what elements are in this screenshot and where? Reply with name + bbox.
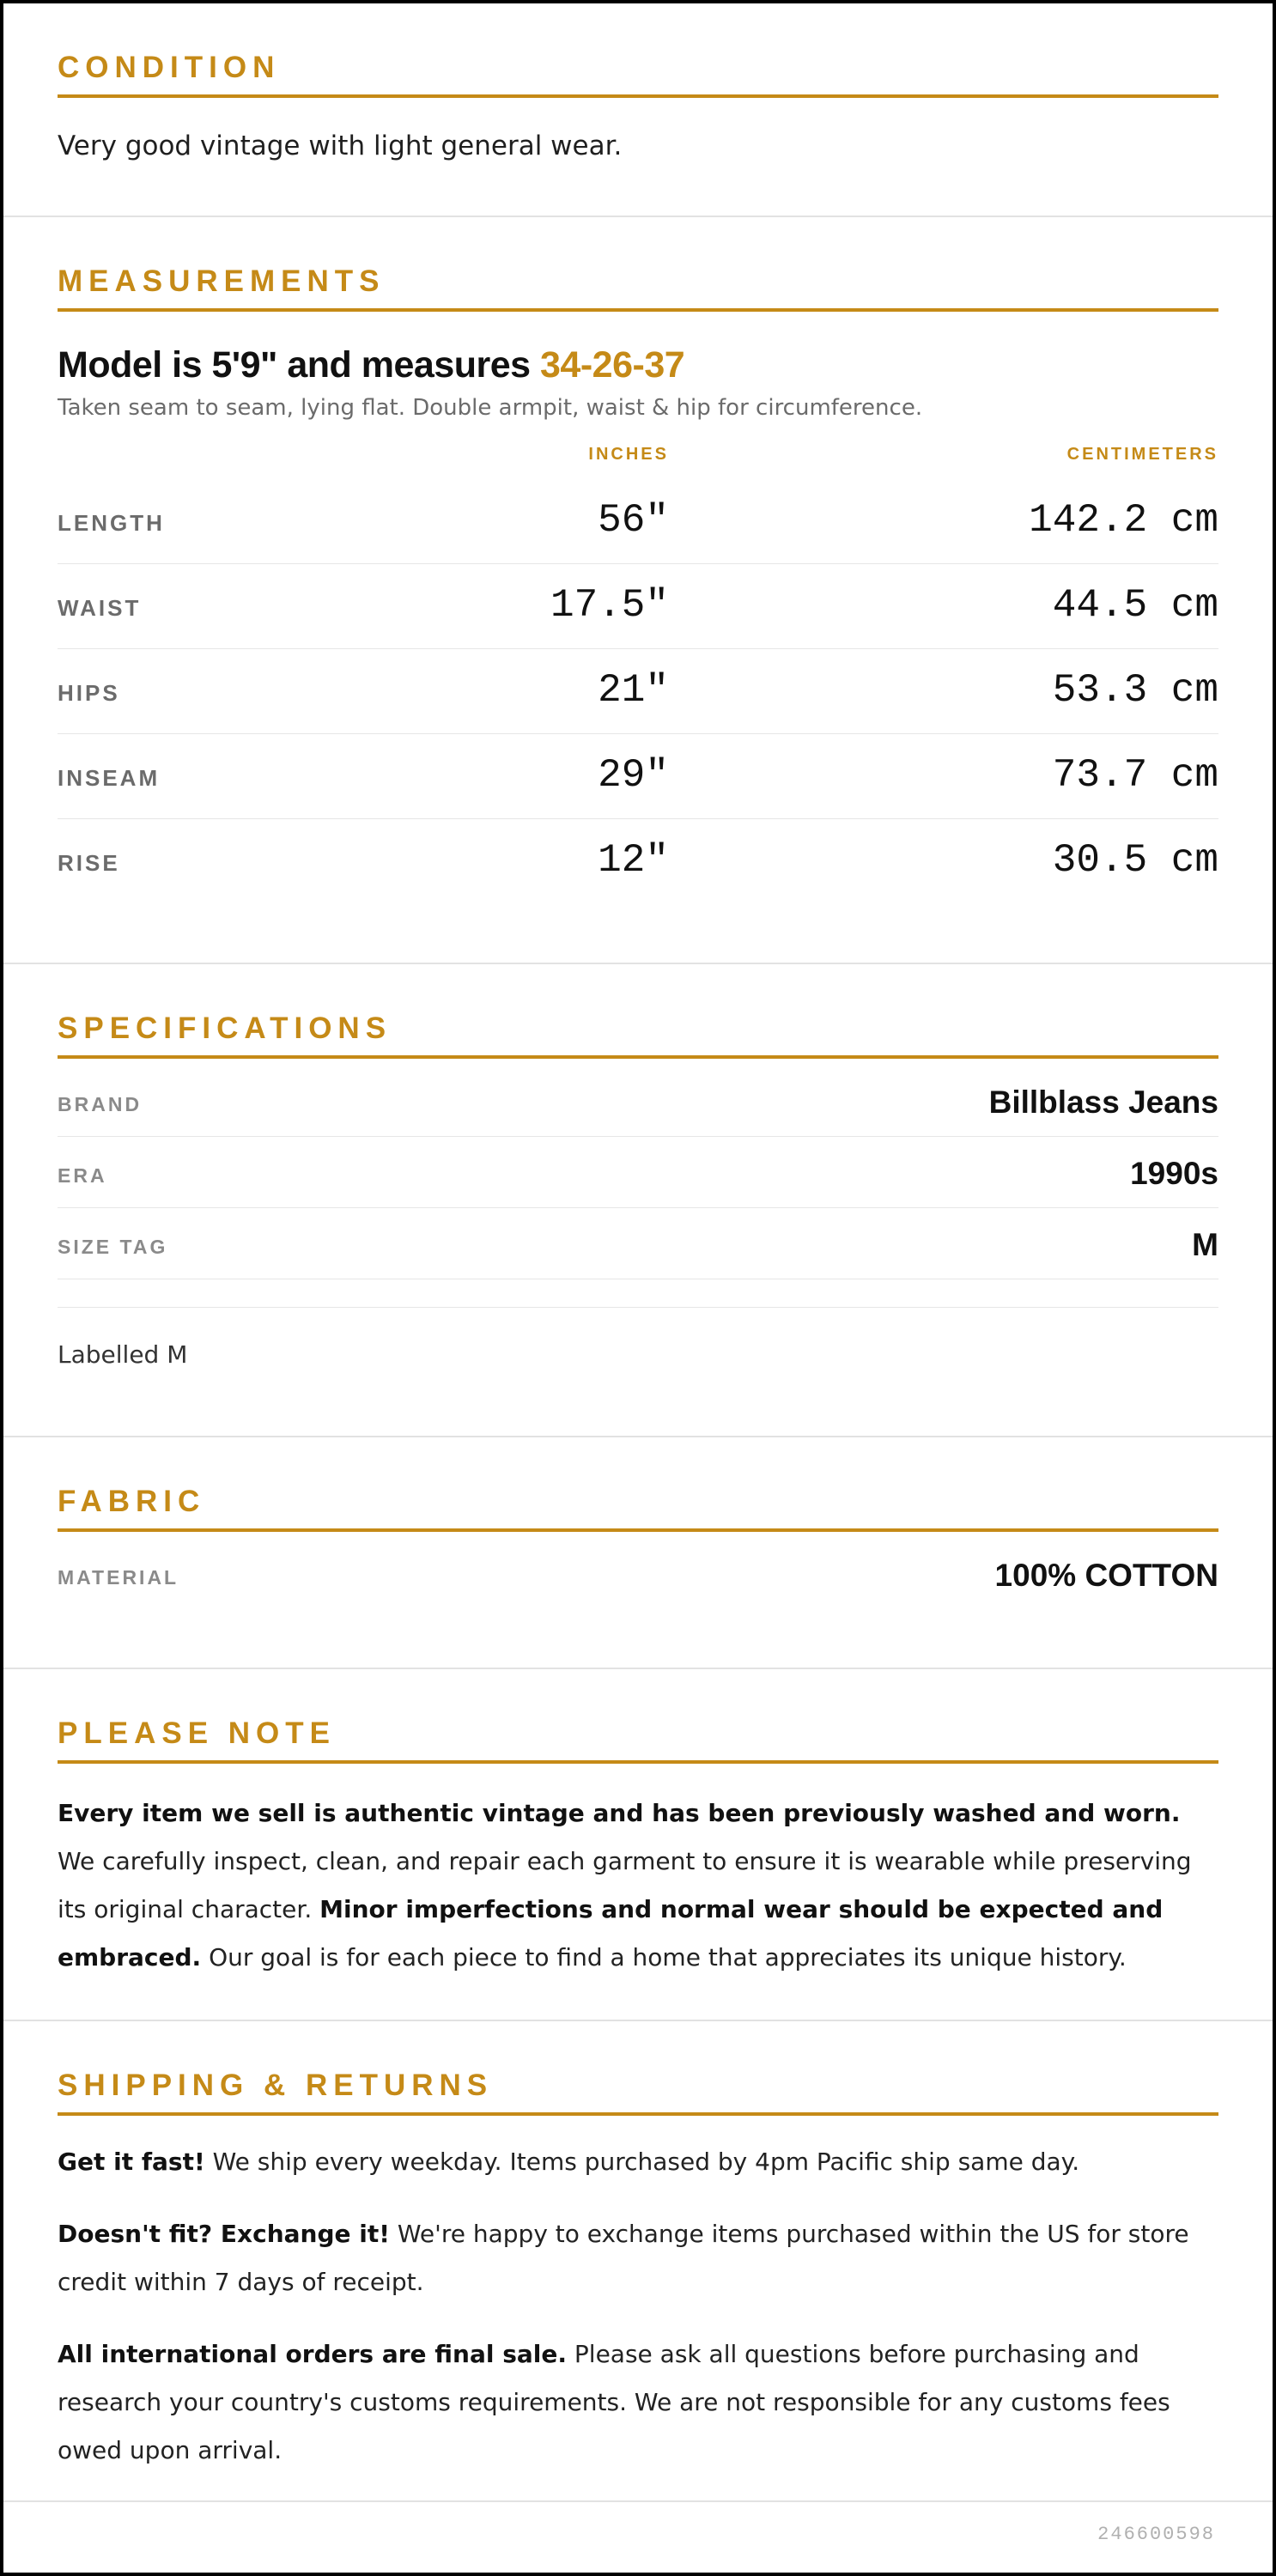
measurement-label: LENGTH: [58, 510, 165, 536]
measurement-row-waist: [58, 564, 1218, 649]
shipping-section: [3, 2021, 1273, 2502]
shipping-bold: All international orders are final sale.: [58, 2340, 568, 2368]
specifications-section: [3, 964, 1273, 1437]
measurement-row-hips: [58, 649, 1218, 734]
please-note-section: [3, 1669, 1273, 2021]
measurement-label: INSEAM: [58, 765, 161, 791]
specifications-list: [58, 1066, 1218, 1279]
measurement-cm: 30.5 cm: [1052, 838, 1218, 883]
fabric-heading: FABRIC: [58, 1486, 1218, 1532]
measurement-cm: 53.3 cm: [1052, 668, 1218, 713]
shipping-text: Please ask all questions before purchasing and research your country's customs requirements. We are not responsible for any customs fees owed upon arrival.: [58, 2340, 1170, 2464]
fabric-list: [58, 1539, 1218, 1609]
spec-value: M: [1192, 1227, 1218, 1262]
condition-text: Very good vintage with light general wear.: [58, 131, 623, 161]
model-measurements: [58, 344, 1218, 386]
fabric-section: [3, 1437, 1273, 1669]
shipping-paragraph-fast: [58, 2138, 1218, 2186]
measurements-section: [3, 217, 1273, 964]
please-note-heading: PLEASE NOTE: [58, 1718, 1218, 1764]
spec-row-brand: [58, 1066, 1218, 1137]
measurement-inches: 17.5": [550, 583, 669, 628]
size-tag-note: Labelled M: [58, 1307, 1218, 1369]
shipping-heading: SHIPPING & RETURNS: [58, 2070, 1218, 2116]
spec-key: ERA: [58, 1164, 107, 1187]
measurement-cm: 73.7 cm: [1052, 753, 1218, 798]
model-measures-value: 34-26-37: [540, 344, 685, 386]
spec-row-size-tag: [58, 1208, 1218, 1279]
shipping-bold: Get it fast!: [58, 2148, 205, 2176]
measurement-row-rise: [58, 819, 1218, 903]
shipping-text: We ship every weekday. Items purchased by 4pm Pacific ship same day.: [204, 2148, 1080, 2176]
note-bold-1: Every item we sell is authentic vintage and has been previously washed and worn.: [58, 1799, 1181, 1827]
fabric-key: MATERIAL: [58, 1566, 179, 1589]
measurement-inches: 12": [598, 838, 669, 883]
measurement-note: Taken seam to seam, lying flat. Double armpit, waist & hip for circumference.: [58, 395, 923, 421]
measurement-inches: 21": [598, 668, 669, 713]
measurement-label: WAIST: [58, 595, 142, 621]
measurements-heading: MEASUREMENTS: [58, 266, 1218, 312]
note-bold-2: Minor imperfections and normal wear should be expected and embraced.: [58, 1895, 1164, 1971]
measurement-inches: 56": [598, 498, 669, 543]
shipping-bold: Doesn't fit? Exchange it!: [58, 2220, 390, 2248]
spec-row-era: [58, 1137, 1218, 1208]
measurement-row-length: [58, 479, 1218, 564]
condition-heading: CONDITION: [58, 52, 1218, 98]
specifications-heading: SPECIFICATIONS: [58, 1013, 1218, 1059]
shipping-paragraph-exchange: [58, 2210, 1218, 2306]
spec-value: Billblass Jeans: [988, 1084, 1218, 1120]
product-id: 246600598: [1097, 2524, 1215, 2545]
measurement-inches: 29": [598, 753, 669, 798]
column-inches: INCHES: [588, 445, 669, 464]
measurement-label: RISE: [58, 850, 120, 876]
spec-key: BRAND: [58, 1093, 143, 1115]
fabric-value: 100% COTTON: [994, 1558, 1218, 1593]
measurement-label: HIPS: [58, 680, 120, 706]
condition-section: [3, 3, 1273, 217]
shipping-paragraph-international: [58, 2330, 1218, 2475]
measurement-table: [58, 445, 1218, 903]
measurement-table-header: [58, 445, 1218, 479]
fabric-row-material: [58, 1539, 1218, 1609]
please-note-text: [58, 1789, 1218, 1982]
shipping-text: We're happy to exchange items purchased within the US for store credit within 7 days of receipt.: [58, 2220, 1189, 2296]
model-prefix: Model is 5'9" and measures: [58, 344, 541, 386]
measurement-cm: 44.5 cm: [1052, 583, 1218, 628]
spec-value: 1990s: [1130, 1156, 1218, 1191]
note-text-2: Our goal is for each piece to find a home that appreciates its unique history.: [201, 1943, 1127, 1971]
column-centimeters: CENTIMETERS: [1066, 445, 1218, 464]
note-text-1: We carefully inspect, clean, and repair each garment to ensure it is wearable while preserving its original character.: [58, 1847, 1192, 1923]
spec-key: SIZE TAG: [58, 1236, 168, 1258]
measurement-cm: 142.2 cm: [1029, 498, 1218, 543]
measurement-row-inseam: [58, 734, 1218, 819]
